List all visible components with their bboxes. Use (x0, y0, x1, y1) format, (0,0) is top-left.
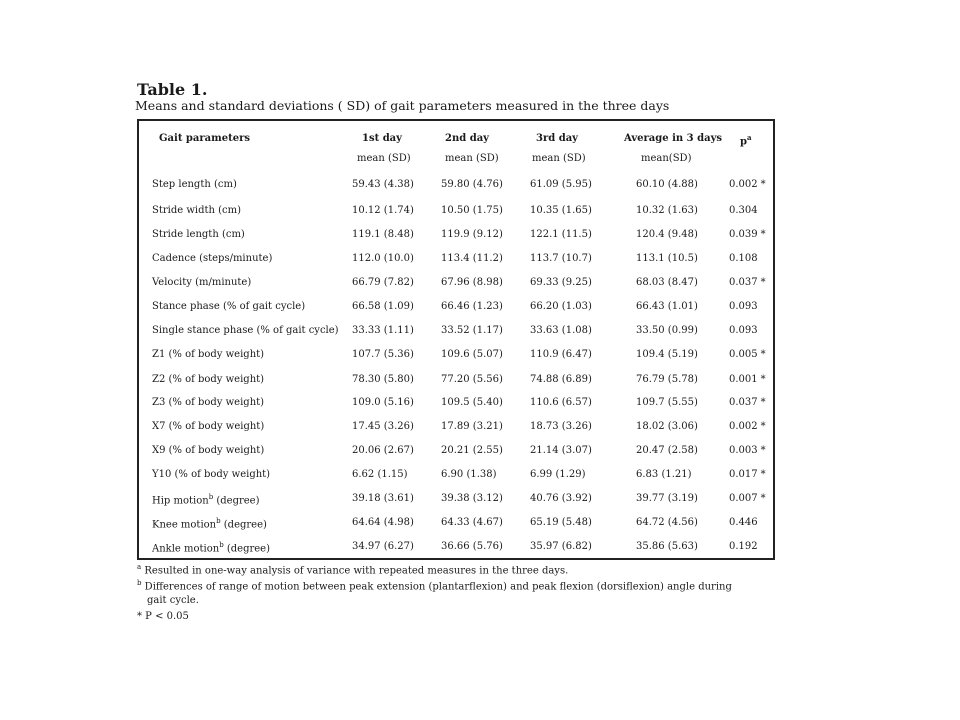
header-day1: 1st day (362, 133, 402, 144)
row-day3-value: 113.7 (10.7) (530, 253, 592, 264)
row-parameter: Hip motion$^b$ (degree) (152, 493, 260, 507)
row-parameter: Velocity (m/minute) (152, 277, 252, 288)
table-row (139, 397, 773, 415)
table-row (139, 349, 773, 367)
row-parameter: Z3 (% of body weight) (152, 397, 265, 408)
table-row (139, 301, 773, 319)
row-day1-value: 66.58 (1.09) (352, 301, 414, 312)
table-row (139, 374, 773, 392)
significance-mark: * (760, 374, 766, 385)
row-parameter: Ankle motion$^b$ (degree) (152, 541, 271, 555)
row-average-value: 76.79 (5.78) (636, 374, 698, 385)
table-row (139, 469, 773, 487)
row-day3-value: 74.88 (6.89) (530, 374, 592, 385)
header-day3: 3rd day (536, 133, 578, 144)
table-subtitle: Means and standard deviations ( SD) of gait parameters measured in the three days (135, 98, 670, 113)
row-day1-value: 33.33 (1.11) (352, 325, 414, 336)
table-row (139, 253, 773, 271)
row-p-value: 0.003 * (729, 445, 766, 456)
row-parameter: X9 (% of body weight) (152, 445, 265, 456)
row-p-value: 0.093 (729, 325, 758, 336)
row-day3-value: 18.73 (3.26) (530, 421, 592, 432)
table-row (139, 205, 773, 223)
significance-mark: * (760, 421, 766, 432)
significance-mark: * (760, 349, 766, 360)
row-p-value: 0.108 (729, 253, 758, 264)
row-average-value: 109.7 (5.55) (636, 397, 698, 408)
row-p-value: 0.037 * (729, 397, 766, 408)
row-average-value: 20.47 (2.58) (636, 445, 698, 456)
table-row (139, 541, 773, 559)
row-average-value: 18.02 (3.06) (636, 421, 698, 432)
row-average-value: 60.10 (4.88) (636, 179, 698, 190)
row-day2-value: 59.80 (4.76) (441, 179, 503, 190)
row-p-value: 0.192 (729, 541, 758, 552)
row-day3-value: 21.14 (3.07) (530, 445, 592, 456)
header-average: Average in 3 days (624, 133, 723, 144)
table-row (139, 277, 773, 295)
row-parameter: Single stance phase (% of gait cycle) (152, 325, 339, 336)
table-row (139, 517, 773, 535)
subheader-day2: mean (SD) (445, 153, 499, 164)
footnote-significance: * P < 0.05 (137, 611, 189, 622)
row-day1-value: 17.45 (3.26) (352, 421, 414, 432)
row-p-value: 0.001 * (729, 374, 766, 385)
row-day3-value: 40.76 (3.92) (530, 493, 592, 504)
footnote-b-continued: gait cycle. (147, 595, 199, 606)
significance-mark: * (760, 493, 766, 504)
subheader-day1: mean (SD) (357, 153, 411, 164)
row-parameter: Step length (cm) (152, 179, 237, 190)
row-day1-value: 119.1 (8.48) (352, 229, 414, 240)
table-title: Table 1. (137, 80, 208, 99)
significance-mark: * (760, 229, 766, 240)
row-p-value: 0.093 (729, 301, 758, 312)
row-average-value: 64.72 (4.56) (636, 517, 698, 528)
row-average-value: 113.1 (10.5) (636, 253, 698, 264)
row-day2-value: 119.9 (9.12) (441, 229, 503, 240)
row-day3-value: 110.6 (6.57) (530, 397, 592, 408)
row-average-value: 66.43 (1.01) (636, 301, 698, 312)
row-day3-value: 65.19 (5.48) (530, 517, 592, 528)
row-day2-value: 33.52 (1.17) (441, 325, 503, 336)
significance-mark: * (760, 277, 766, 288)
row-parameter: Stance phase (% of gait cycle) (152, 301, 306, 312)
row-parameter: Cadence (steps/minute) (152, 253, 273, 264)
row-day1-value: 66.79 (7.82) (352, 277, 414, 288)
table-row (139, 421, 773, 439)
table-row (139, 445, 773, 463)
footnote-b: $^b$ Differences of range of motion between peak extension (plantarflexion) and peak flexion (dorsiflexion) angle during (137, 579, 732, 593)
row-day2-value: 109.5 (5.40) (441, 397, 503, 408)
row-average-value: 35.86 (5.63) (636, 541, 698, 552)
row-day2-value: 20.21 (2.55) (441, 445, 503, 456)
significance-mark: * (760, 397, 766, 408)
subheader-day3: mean (SD) (532, 153, 586, 164)
row-parameter: Knee motion$^b$ (degree) (152, 517, 267, 531)
row-day3-value: 66.20 (1.03) (530, 301, 592, 312)
row-parameter: Stride length (cm) (152, 229, 245, 240)
row-day2-value: 6.90 (1.38) (441, 469, 497, 480)
row-day1-value: 107.7 (5.36) (352, 349, 414, 360)
row-average-value: 39.77 (3.19) (636, 493, 698, 504)
row-day1-value: 6.62 (1.15) (352, 469, 408, 480)
row-p-value: 0.002 * (729, 179, 766, 190)
row-p-value: 0.446 (729, 517, 758, 528)
row-day2-value: 39.38 (3.12) (441, 493, 503, 504)
row-day2-value: 109.6 (5.07) (441, 349, 503, 360)
row-day1-value: 10.12 (1.74) (352, 205, 414, 216)
table-row (139, 179, 773, 197)
row-day1-value: 109.0 (5.16) (352, 397, 414, 408)
row-day2-value: 17.89 (3.21) (441, 421, 503, 432)
row-p-value: 0.304 (729, 205, 758, 216)
row-day2-value: 67.96 (8.98) (441, 277, 503, 288)
row-day3-value: 61.09 (5.95) (530, 179, 592, 190)
row-day1-value: 39.18 (3.61) (352, 493, 414, 504)
significance-mark: * (760, 445, 766, 456)
row-average-value: 10.32 (1.63) (636, 205, 698, 216)
footnote-a: $^a$ Resulted in one-way analysis of variance with repeated measures in the three days. (137, 563, 569, 577)
row-day1-value: 112.0 (10.0) (352, 253, 414, 264)
row-parameter: Z2 (% of body weight) (152, 374, 265, 385)
row-average-value: 6.83 (1.21) (636, 469, 692, 480)
row-p-value: 0.017 * (729, 469, 766, 480)
row-day1-value: 59.43 (4.38) (352, 179, 414, 190)
row-day2-value: 10.50 (1.75) (441, 205, 503, 216)
row-p-value: 0.037 * (729, 277, 766, 288)
row-p-value: 0.002 * (729, 421, 766, 432)
row-day3-value: 6.99 (1.29) (530, 469, 586, 480)
row-day2-value: 113.4 (11.2) (441, 253, 503, 264)
row-average-value: 120.4 (9.48) (636, 229, 698, 240)
row-day1-value: 34.97 (6.27) (352, 541, 414, 552)
row-day3-value: 10.35 (1.65) (530, 205, 592, 216)
table-row (139, 229, 773, 247)
significance-mark: * (760, 179, 766, 190)
row-day3-value: 110.9 (6.47) (530, 349, 592, 360)
row-day3-value: 33.63 (1.08) (530, 325, 592, 336)
row-parameter: Z1 (% of body weight) (152, 349, 265, 360)
row-average-value: 68.03 (8.47) (636, 277, 698, 288)
row-p-value: 0.005 * (729, 349, 766, 360)
header-day2: 2nd day (445, 133, 489, 144)
table-row (139, 493, 773, 511)
row-day2-value: 77.20 (5.56) (441, 374, 503, 385)
row-p-value: 0.039 * (729, 229, 766, 240)
subheader-average: mean(SD) (641, 153, 692, 164)
row-day3-value: 122.1 (11.5) (530, 229, 592, 240)
row-parameter: X7 (% of body weight) (152, 421, 265, 432)
row-average-value: 33.50 (0.99) (636, 325, 698, 336)
row-parameter: Y10 (% of body weight) (152, 469, 271, 480)
row-day1-value: 64.64 (4.98) (352, 517, 414, 528)
row-day2-value: 36.66 (5.76) (441, 541, 503, 552)
row-parameter: Stride width (cm) (152, 205, 242, 216)
table-frame (137, 119, 775, 560)
row-day2-value: 64.33 (4.67) (441, 517, 503, 528)
row-day1-value: 78.30 (5.80) (352, 374, 414, 385)
row-day2-value: 66.46 (1.23) (441, 301, 503, 312)
row-p-value: 0.007 * (729, 493, 766, 504)
table-row (139, 325, 773, 343)
row-day3-value: 35.97 (6.82) (530, 541, 592, 552)
row-day1-value: 20.06 (2.67) (352, 445, 414, 456)
header-gait-parameters: Gait parameters (159, 133, 250, 144)
row-average-value: 109.4 (5.19) (636, 349, 698, 360)
header-p: $p^a$ (740, 133, 752, 148)
significance-mark: * (760, 469, 766, 480)
row-day3-value: 69.33 (9.25) (530, 277, 592, 288)
